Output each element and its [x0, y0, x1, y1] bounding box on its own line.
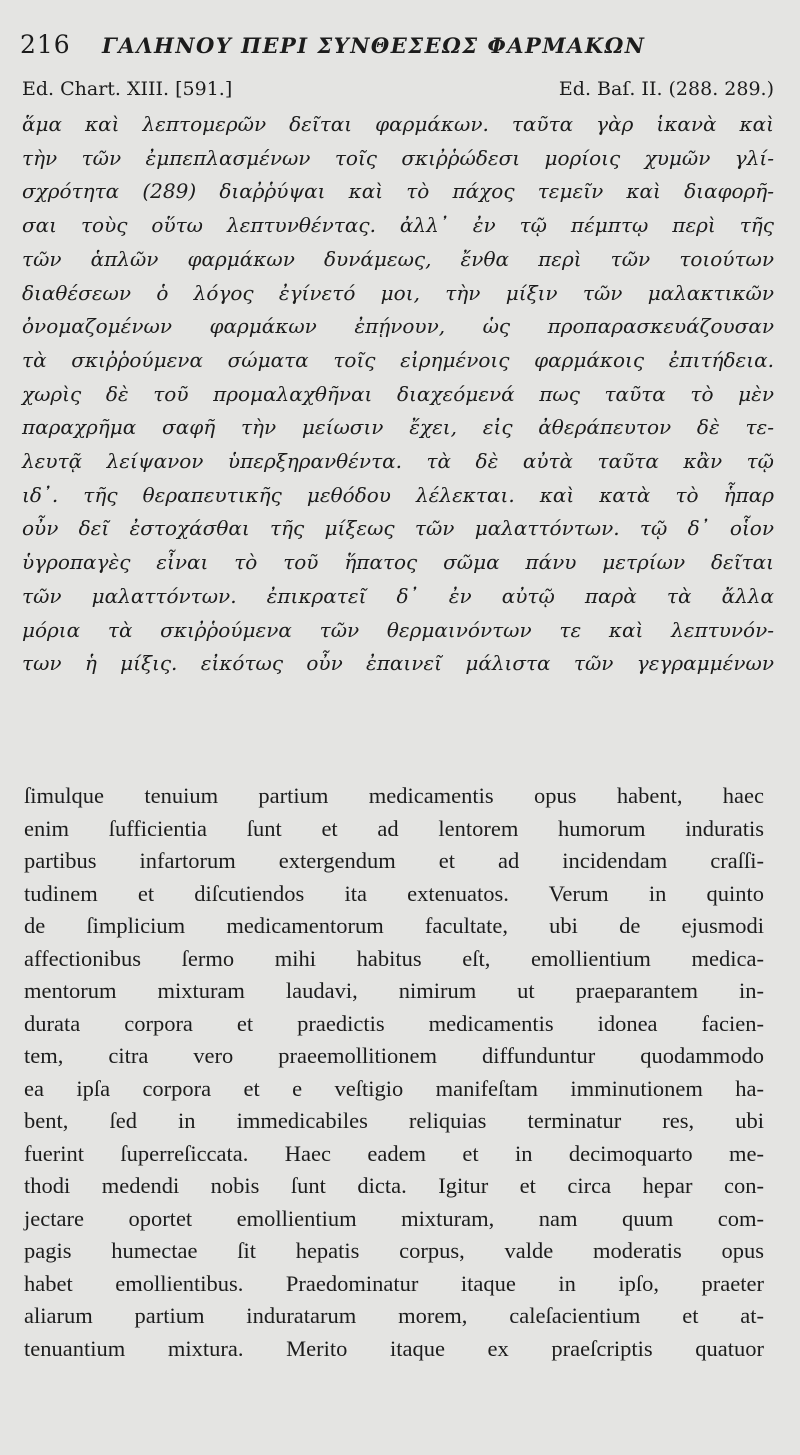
- latin-text-line: pagis humectae ſit hepatis corpus, valde moderatis opus: [24, 1238, 764, 1263]
- latin-text-line: enim ſufficientia ſunt et ad lentorem humorum induratis: [24, 815, 764, 841]
- greek-text-line: χωρὶς δὲ τοῦ προμαλαχθῆναι διαχεόμενά πως ταῦτα τὸ μὲν: [22, 381, 774, 406]
- latin-text-line: affectionibus ſermo mihi habitus eſt, emollientium medica-: [24, 945, 764, 971]
- latin-text-line: habet emollientibus. Praedominatur itaque in ipſo, praeter: [24, 1270, 764, 1296]
- latin-text-line: ea ipſa corpora et e veſtigio manifeſtam imminutionem ha-: [24, 1075, 764, 1101]
- greek-text-line: σαι τοὺς οὕτω λεπτυνθέντας. ἀλλ᾽ ἐν τῷ πέμπτῳ περὶ τῆς: [22, 213, 774, 238]
- greek-text-line: τὰ σκιῤῥούμενα σώματα τοῖς εἰρημένοις φαρμάκοις ἐπιτήδεια.: [22, 347, 774, 372]
- greek-text-line: ιδ᾽. τῆς θεραπευτικῆς μεθόδου λέλεκται. καὶ κατὰ τὸ ἧπαρ: [22, 482, 774, 507]
- latin-text-line: thodi medendi nobis ſunt dicta. Igitur et circa hepar con-: [24, 1173, 764, 1198]
- greek-text-line: τῶν ἁπλῶν φαρμάκων δυνάμεως, ἔνθα περὶ τῶν τοιούτων: [22, 246, 774, 271]
- greek-text-line: τῶν μαλαττόντων. ἐπικρατεῖ δ᾽ ἐν αὐτῷ παρὰ τὰ ἄλλα: [22, 583, 774, 608]
- latin-text-line: mentorum mixturam laudavi, nimirum ut praeparantem in-: [24, 978, 764, 1003]
- greek-text-line: ὑγροπαγὲς εἶναι τὸ τοῦ ἥπατος σῶμα πάνυ μετρίων δεῖται: [22, 550, 774, 575]
- running-title: ΓΑΛΗΝΟΥ ΠΕΡΙ ΣΥΝΘΕΣΕΩΣ ΦΑΡΜΑΚΩΝ: [102, 33, 646, 58]
- latin-text-line: ſimulque tenuium partium medicamentis opus habent, haec: [24, 783, 764, 808]
- latin-text-line: tem, citra vero praeemollitionem diffunduntur quodammodo: [24, 1043, 764, 1068]
- greek-text-line: τὴν τῶν ἐμπεπλασμένων τοῖς σκιῤῥώδεσι μορίοις χυμῶν γλί-: [22, 145, 774, 170]
- greek-text-block: [22, 108, 774, 681]
- greek-text-line: σχρότητα (289) διαῤῥύψαι καὶ τὸ πάχος τεμεῖν καὶ διαφορῆ-: [22, 179, 774, 204]
- latin-text-line: partibus infartorum extergendum et ad incidendam craſſi-: [24, 848, 764, 873]
- greek-text-line: ἅμα καὶ λεπτομερῶν δεῖται φαρμάκων. ταῦτα γὰρ ἱκανὰ καὶ: [22, 112, 774, 136]
- latin-text-line: fuerint ſuperreſiccata. Haec eadem et in decimoquarto me-: [24, 1140, 764, 1166]
- page-number: 216: [20, 30, 71, 59]
- greek-text-line: παραχρῆμα σαφῆ τὴν μείωσιν ἔχει, εἰς ἀθεράπευτον δὲ τε-: [22, 415, 774, 440]
- latin-text-line: tenuantium mixtura. Merito itaque ex praeſcriptis quatuor: [24, 1335, 764, 1361]
- edition-reference-right: Ed. Baſ. II. (288. 289.): [558, 78, 774, 100]
- latin-text-line: tudinem et diſcutiendos ita extenuatos. Verum in quinto: [24, 880, 764, 906]
- greek-text-line: λευτᾷ λείψανον ὑπερξηρανθέντα. τὰ δὲ αὐτὰ ταῦτα κἂν τῷ: [22, 449, 774, 474]
- latin-text-block: [24, 780, 764, 1365]
- latin-text-line: aliarum partium induratarum morem, caleſacientium et at-: [24, 1303, 764, 1328]
- edition-references: [22, 78, 774, 100]
- greek-text-line: των ἡ μίξις. εἰκότως οὖν ἐπαινεῖ μάλιστα τῶν γεγραμμένων: [22, 651, 774, 676]
- greek-text-line: οὖν δεῖ ἐστοχάσθαι τῆς μίξεως τῶν μαλαττόντων. τῷ δ᾽ οἷον: [22, 516, 774, 541]
- greek-text-line: ὀνομαζομένων φαρμάκων ἐπῄνουν, ὡς προπαρασκευάζουσαν: [22, 314, 774, 339]
- latin-text-line: jectare oportet emollientium mixturam, nam quum com-: [24, 1205, 764, 1231]
- greek-text-line: μόρια τὰ σκιῤῥούμενα τῶν θερμαινόντων τε καὶ λεπτυνόν-: [22, 617, 774, 642]
- greek-text-line: διαθέσεων ὁ λόγος ἐγίνετό μοι, τὴν μίξιν τῶν μαλακτικῶν: [22, 280, 774, 305]
- latin-text-line: durata corpora et praedictis medicamentis idonea facien-: [24, 1010, 764, 1036]
- latin-text-line: de ſimplicium medicamentorum facultate, ubi de ejusmodi: [24, 913, 764, 938]
- latin-text-line: bent, ſed in immedicabiles reliquias terminatur res, ubi: [24, 1108, 764, 1133]
- page-header: [20, 30, 760, 70]
- edition-reference-left: Ed. Chart. XIII. [591.]: [22, 78, 233, 100]
